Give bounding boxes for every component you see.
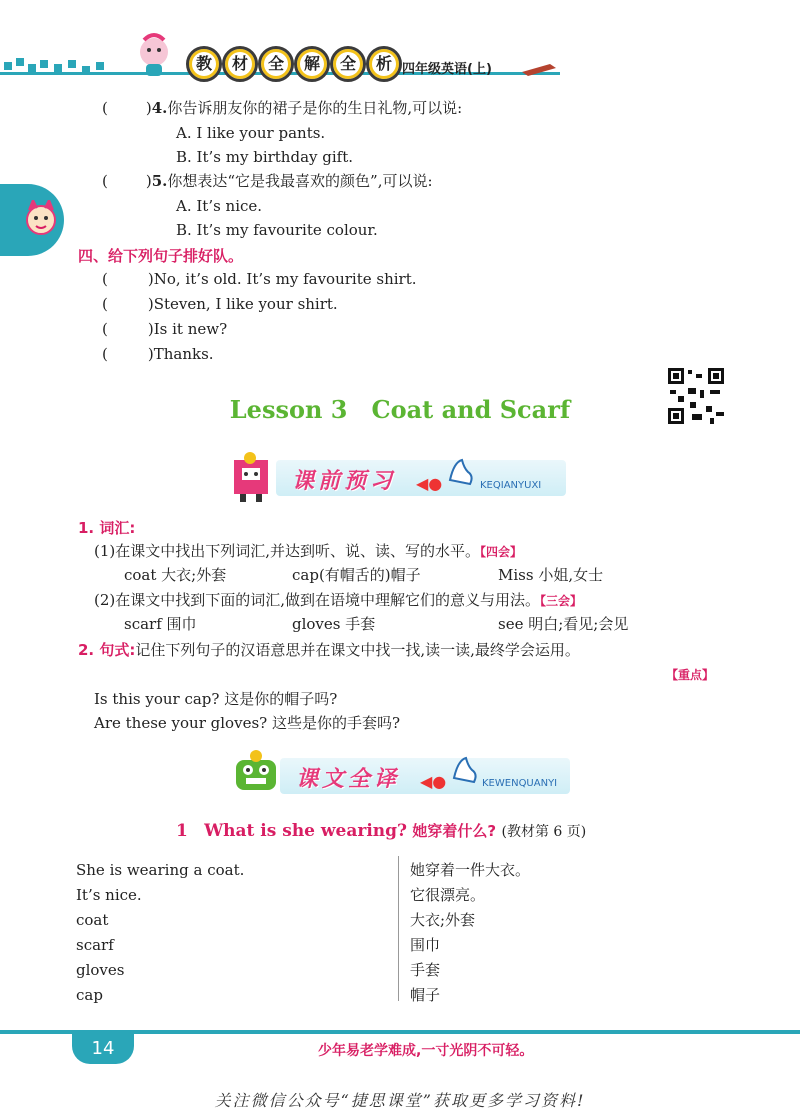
translation-zh: 大衣;外套: [410, 911, 476, 929]
translation-zh: 手套: [410, 961, 441, 979]
vocab-word: scarf 围巾: [124, 615, 197, 633]
pen-icon: [520, 58, 560, 78]
header-title-char: 全: [258, 46, 294, 82]
vocab-heading: 1. 词汇:: [78, 519, 136, 537]
preview-banner: [190, 450, 570, 502]
banner-title: 课文全译: [296, 767, 401, 792]
vocab-word: cap(有帽舌的)帽子: [292, 566, 421, 584]
cat-mascot-icon: [24, 200, 58, 240]
green-mascot-icon: [230, 748, 282, 802]
header-title-char: 教: [186, 46, 222, 82]
header-title-char: 析: [366, 46, 402, 82]
order-item-text: )Thanks.: [147, 345, 214, 363]
order-item: ( )Thanks.: [102, 345, 214, 363]
paren-close: ): [145, 172, 152, 190]
pattern-line: Are these your gloves? 这些是你的手套吗?: [94, 714, 400, 732]
lesson-title: Lesson 3 Coat and Scarf: [229, 395, 571, 424]
translation-zh: 围巾: [410, 936, 441, 954]
question-text: 你告诉朋友你的裙子是你的生日礼物,可以说:: [167, 99, 463, 117]
vocab-word: coat 大衣;外套: [124, 566, 227, 584]
order-item: ( )Is it new?: [102, 320, 228, 338]
question-text: 你想表达“它是我最喜欢的颜色”,可以说:: [167, 172, 433, 190]
option-b: B. It’s my favourite colour.: [176, 221, 378, 239]
qr-code-icon[interactable]: [666, 366, 726, 426]
section-heading: 四、给下列句子排好队。: [78, 247, 244, 265]
instruction-text: 记住下列句子的汉语意思并在课文中找一找,读一读,最终学会运用。: [135, 641, 580, 659]
mascot-icon: [130, 32, 178, 80]
translation-en: cap: [76, 986, 103, 1004]
option-b: B. It’s my birthday gift.: [176, 148, 354, 166]
level-tag: 【三会】: [540, 594, 583, 608]
translation-zh: 她穿着一件大衣。: [410, 861, 531, 879]
level-tag: 【四会】: [480, 545, 523, 559]
part-title-en: What is she wearing?: [204, 821, 407, 841]
question-5: [102, 172, 433, 190]
part-heading: [176, 820, 586, 841]
paren-close: ): [145, 99, 152, 117]
answer-blank[interactable]: (: [102, 99, 108, 117]
key-tag: 【重点】: [666, 668, 715, 682]
pin-icon: ◀●: [416, 474, 443, 493]
vocab-instruction-1: [94, 542, 522, 561]
textbook-ref: (教材第 6 页): [501, 824, 587, 840]
banner-code: KEWENQUANYI: [482, 778, 558, 789]
instruction-text: (1)在课文中找出下列词汇,并达到听、说、读、写的水平。: [94, 542, 481, 560]
order-item-text: )Steven, I like your shirt.: [147, 295, 338, 313]
translation-en: It’s nice.: [76, 886, 142, 904]
bottom-note: 关注微信公众号“捷思课堂”获取更多学习资料!: [214, 1091, 586, 1110]
patterns-heading: 2. 句式:: [78, 641, 136, 659]
part-title-zh: 她穿着什么?: [412, 822, 497, 840]
pattern-line: Is this your cap? 这是你的帽子吗?: [94, 690, 338, 708]
footer-motto: 少年易老学难成,一寸光阴不可轻。: [318, 1043, 534, 1059]
hand-icon: [450, 754, 480, 784]
option-a: A. It’s nice.: [176, 197, 263, 215]
cube-mascot-icon: [230, 450, 278, 504]
header-decoration: [0, 58, 120, 76]
page-number: 14: [91, 1038, 115, 1059]
vocab-word: see 明白;看见;会见: [498, 615, 629, 633]
answer-blank[interactable]: (: [102, 172, 108, 190]
banner-title: 课前预习: [292, 469, 397, 494]
option-a: A. I like your pants.: [176, 124, 326, 142]
translation-en: scarf: [76, 936, 114, 954]
translation-en: gloves: [76, 961, 125, 979]
instruction-text: (2)在课文中找到下面的词汇,做到在语境中理解它们的意义与用法。: [94, 591, 541, 609]
translation-en: coat: [76, 911, 109, 929]
header-title-char: 材: [222, 46, 258, 82]
order-item-text: )No, it’s old. It’s my favourite shirt.: [147, 270, 417, 288]
translation-zh: 帽子: [410, 986, 441, 1004]
part-number: 1: [176, 821, 188, 841]
question-number: 4.: [151, 99, 168, 117]
translation-banner: [190, 748, 580, 800]
header-subtitle: 四年级英语(上): [402, 62, 492, 77]
order-item-text: )Is it new?: [147, 320, 228, 338]
vocab-instruction-2: [94, 591, 582, 610]
patterns-instruction: [78, 641, 580, 659]
question-4: [102, 99, 462, 117]
column-divider: [398, 856, 399, 1001]
pin-icon: ◀●: [420, 772, 447, 791]
translation-en: She is wearing a coat.: [76, 861, 245, 879]
translation-zh: 它很漂亮。: [410, 886, 486, 904]
header-title-char: 全: [330, 46, 366, 82]
order-item: ( )Steven, I like your shirt.: [102, 295, 338, 313]
question-number: 5.: [151, 172, 168, 190]
header-title-char: 解: [294, 46, 330, 82]
order-item: ( )No, it’s old. It’s my favourite shirt.: [102, 270, 417, 288]
banner-code: KEQIANYUXI: [480, 480, 542, 491]
vocab-word: Miss 小姐,女士: [498, 566, 604, 584]
vocab-word: gloves 手套: [292, 615, 376, 633]
hand-icon: [446, 456, 476, 486]
